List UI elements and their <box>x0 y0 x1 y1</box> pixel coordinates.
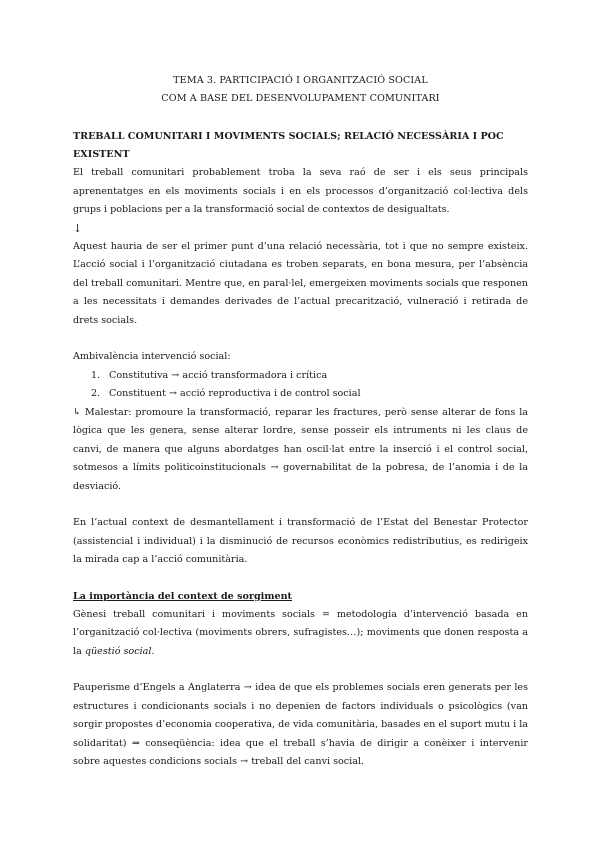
paragraph-2: Aquest hauria de ser el primer punt d’una relació necessària, tot i que no sempre existeix. L’acció social i l’organització ciutadana es troben separats, en bona mesura, per l’absència del treball comunitari. Mentre que, en paral·lel, emergeixen moviments socials que responen a les necessitats i demandes derivades de l’actual precarització, vulneració i retirada de drets socials. <box>73 240 528 326</box>
spacer <box>73 661 528 679</box>
list-item-number: 1. <box>91 369 101 381</box>
spacer <box>73 496 528 514</box>
paragraph-3: ↳ Malestar: promoure la transformació, reparar les fractures, però sense alterar de fons la lògica que les genera, sense alterar lordre, sense posseir els intruments ni les claus de canvi, de manera que alguns abordatges han oscil·lat entre la inserció i el control social, sotmesos a límits politicoinstitucionals → governabilitat de la pobresa, de l’anomia i de la desviació. <box>73 406 528 492</box>
document-title-line-1: TEMA 3. PARTICIPACIÓ I ORGANITZACIÓ SOCIAL <box>173 75 428 86</box>
paragraph-6: Pauperisme d’Engels a Anglaterra → idea de que els problemes socials eren generats per les estructures i condicionants socials i no depenien de factors individuals o psicològics (van sorgir propostes d’economia cooperativa, de vida comunitària, basades en el suport mutu i la solidaritat) ⇒ conseqüència: idea que el treball s’havia de dirigir a conèixer i intervenir sobre aquestes condicions socials → treball del canvi social. <box>73 682 528 767</box>
list-item-number: 2. <box>91 388 101 399</box>
paragraph-5-end: . <box>151 645 155 657</box>
list-item-text: Constitutiva → acció transformadora i crítica <box>109 369 328 381</box>
ambivalence-label: Ambivalència intervenció social: <box>73 351 231 362</box>
spacer <box>73 330 528 348</box>
down-arrow-icon: ↓ <box>73 221 83 235</box>
paragraph-5 <box>73 606 528 662</box>
list-item-text: Constituent → acció reproductiva i de control social <box>109 388 361 399</box>
list-item <box>91 367 528 386</box>
paragraph-4: En l’actual context de desmantellament i transformació de l’Estat del Benestar Protector (assistencial i individual) i la disminució de recursos econòmics redistributius, es redirigeix la mirada cap a l’acció comunitària. <box>73 517 528 565</box>
section-heading-2: La importància del context de sorgiment <box>73 590 292 602</box>
list-item <box>91 385 528 404</box>
spacer <box>73 570 528 588</box>
document-page <box>73 72 528 772</box>
ambivalence-list <box>73 367 528 404</box>
document-title-line-2: COM A BASE DEL DESENVOLUPAMENT COMUNITARI <box>161 93 440 104</box>
paragraph-5-text: Gènesi treball comunitari i moviments socials = metodologia d’intervenció basada en l’organització col·lectiva (moviments obrers, sufragistes…); moviments que donen resposta a la <box>73 608 528 657</box>
section-heading-1: TREBALL COMUNITARI I MOVIMENTS SOCIALS; RELACIÓ NECESSÀRIA I POC EXISTENT <box>73 131 504 160</box>
paragraph-5-emphasis: qüestió social <box>84 645 152 657</box>
paragraph-1: El treball comunitari probablement troba la seva raó de ser i els seus principals aprenentatges en els moviments socials i en els processos d’organització col·lectiva dels grups i poblacions per a la transformació social de contextos de desigualtats. <box>73 167 528 215</box>
